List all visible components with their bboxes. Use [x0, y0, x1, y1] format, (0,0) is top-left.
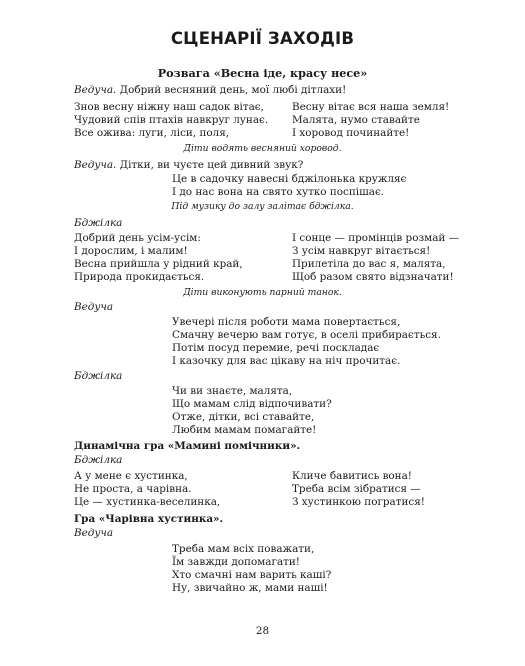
stage-direction: Діти виконують парний танок.	[183, 287, 342, 298]
verse-line: З усім навкруг вітається!	[292, 245, 431, 257]
verse-line: І сонце — промінців розмай —	[292, 232, 460, 244]
verse-line: Малята, нумо ставайте	[292, 114, 420, 126]
verse-line: Хто смачні нам варить каші?	[172, 569, 332, 581]
verse-line: Це — хустинка-веселинка,	[74, 496, 221, 508]
speaker-name: Ведуча	[74, 527, 114, 539]
verse-line: Чи ви знаєте, малята,	[172, 385, 293, 397]
dialog-line: Ведуча. Дітки, ви чуєте цей дивний звук?	[74, 159, 304, 171]
verse-line: Чудовий спів птахів навкруг лунає.	[74, 114, 269, 126]
verse-line: Все ожива: луги, ліси, поля,	[74, 127, 230, 139]
verse-line: І казочку для вас цікаву на ніч прочитає.	[172, 355, 401, 367]
stage-direction: Під музику до залу залітає бджілка.	[171, 201, 354, 212]
speaker-name: Бджілка	[74, 217, 123, 229]
game-title: Гра «Чарівна хустинка».	[74, 513, 224, 525]
speaker-name: Ведуча.	[74, 159, 117, 171]
verse-line: Що мамам слід відпочивати?	[172, 398, 332, 410]
verse-line: І хоровод починайте!	[292, 127, 410, 139]
verse-line: З хустинкою погратися!	[292, 496, 425, 508]
verse-line: Прилетіла до вас я, малята,	[292, 258, 446, 270]
event-subtitle: Розвага «Весна іде, красу несе»	[157, 66, 368, 80]
verse-line: Отже, дітки, всі ставайте,	[172, 411, 315, 423]
verse-line: Ну, звичайно ж, мами наші!	[172, 582, 328, 594]
verse-line: А у мене є хустинка,	[74, 470, 188, 482]
speaker-name: Ведуча	[74, 301, 114, 313]
verse-line: Природа прокидається.	[74, 271, 205, 283]
verse-line: Потім посуд перемие, речі поскладає	[172, 342, 380, 354]
game-title: Динамічна гра «Мамині помічники».	[74, 440, 301, 452]
verse-line: Весна прийшла у рідний край,	[74, 258, 243, 270]
verse-line: Щоб разом свято відзначати!	[292, 271, 454, 283]
verse-line: Весну вітає вся наша земля!	[292, 101, 450, 113]
verse-line: Увечері після роботи мама повертається,	[172, 316, 401, 328]
verse-line: І до нас вона на свято хутко поспішає.	[172, 186, 385, 198]
speaker-name: Бджілка	[74, 370, 123, 382]
verse-line: Смачну вечерю вам готує, в оселі прибирається.	[172, 329, 441, 341]
verse-line: Добрий день усім-усім:	[74, 232, 201, 244]
stage-direction: Діти водять весняний хоровод.	[183, 143, 342, 154]
verse-line: Знов весну ніжну наш садок вітає,	[74, 101, 264, 113]
speaker-name: Ведуча.	[74, 84, 117, 96]
page-title: СЦЕНАРІЇ ЗАХОДІВ	[170, 29, 355, 48]
speaker-name: Бджілка	[74, 454, 123, 466]
verse-line: Їм завжди допомагати!	[172, 556, 300, 568]
verse-line: Кличе бавитись вона!	[292, 470, 412, 482]
verse-line: Треба мам всіх поважати,	[172, 543, 315, 555]
verse-line: Не проста, а чарівна.	[74, 483, 192, 495]
page-number: 28	[255, 625, 270, 637]
dialog-line: Ведуча. Добрий весняний день, мої любі дітлахи!	[74, 84, 347, 96]
verse-line: Любим мамам помагайте!	[172, 424, 317, 436]
verse-line: Це в садочку навесні бджілонька кружляє	[172, 173, 407, 185]
verse-line: Треба всім зібратися —	[292, 483, 421, 495]
verse-line: І дорослим, і малим!	[74, 245, 188, 257]
